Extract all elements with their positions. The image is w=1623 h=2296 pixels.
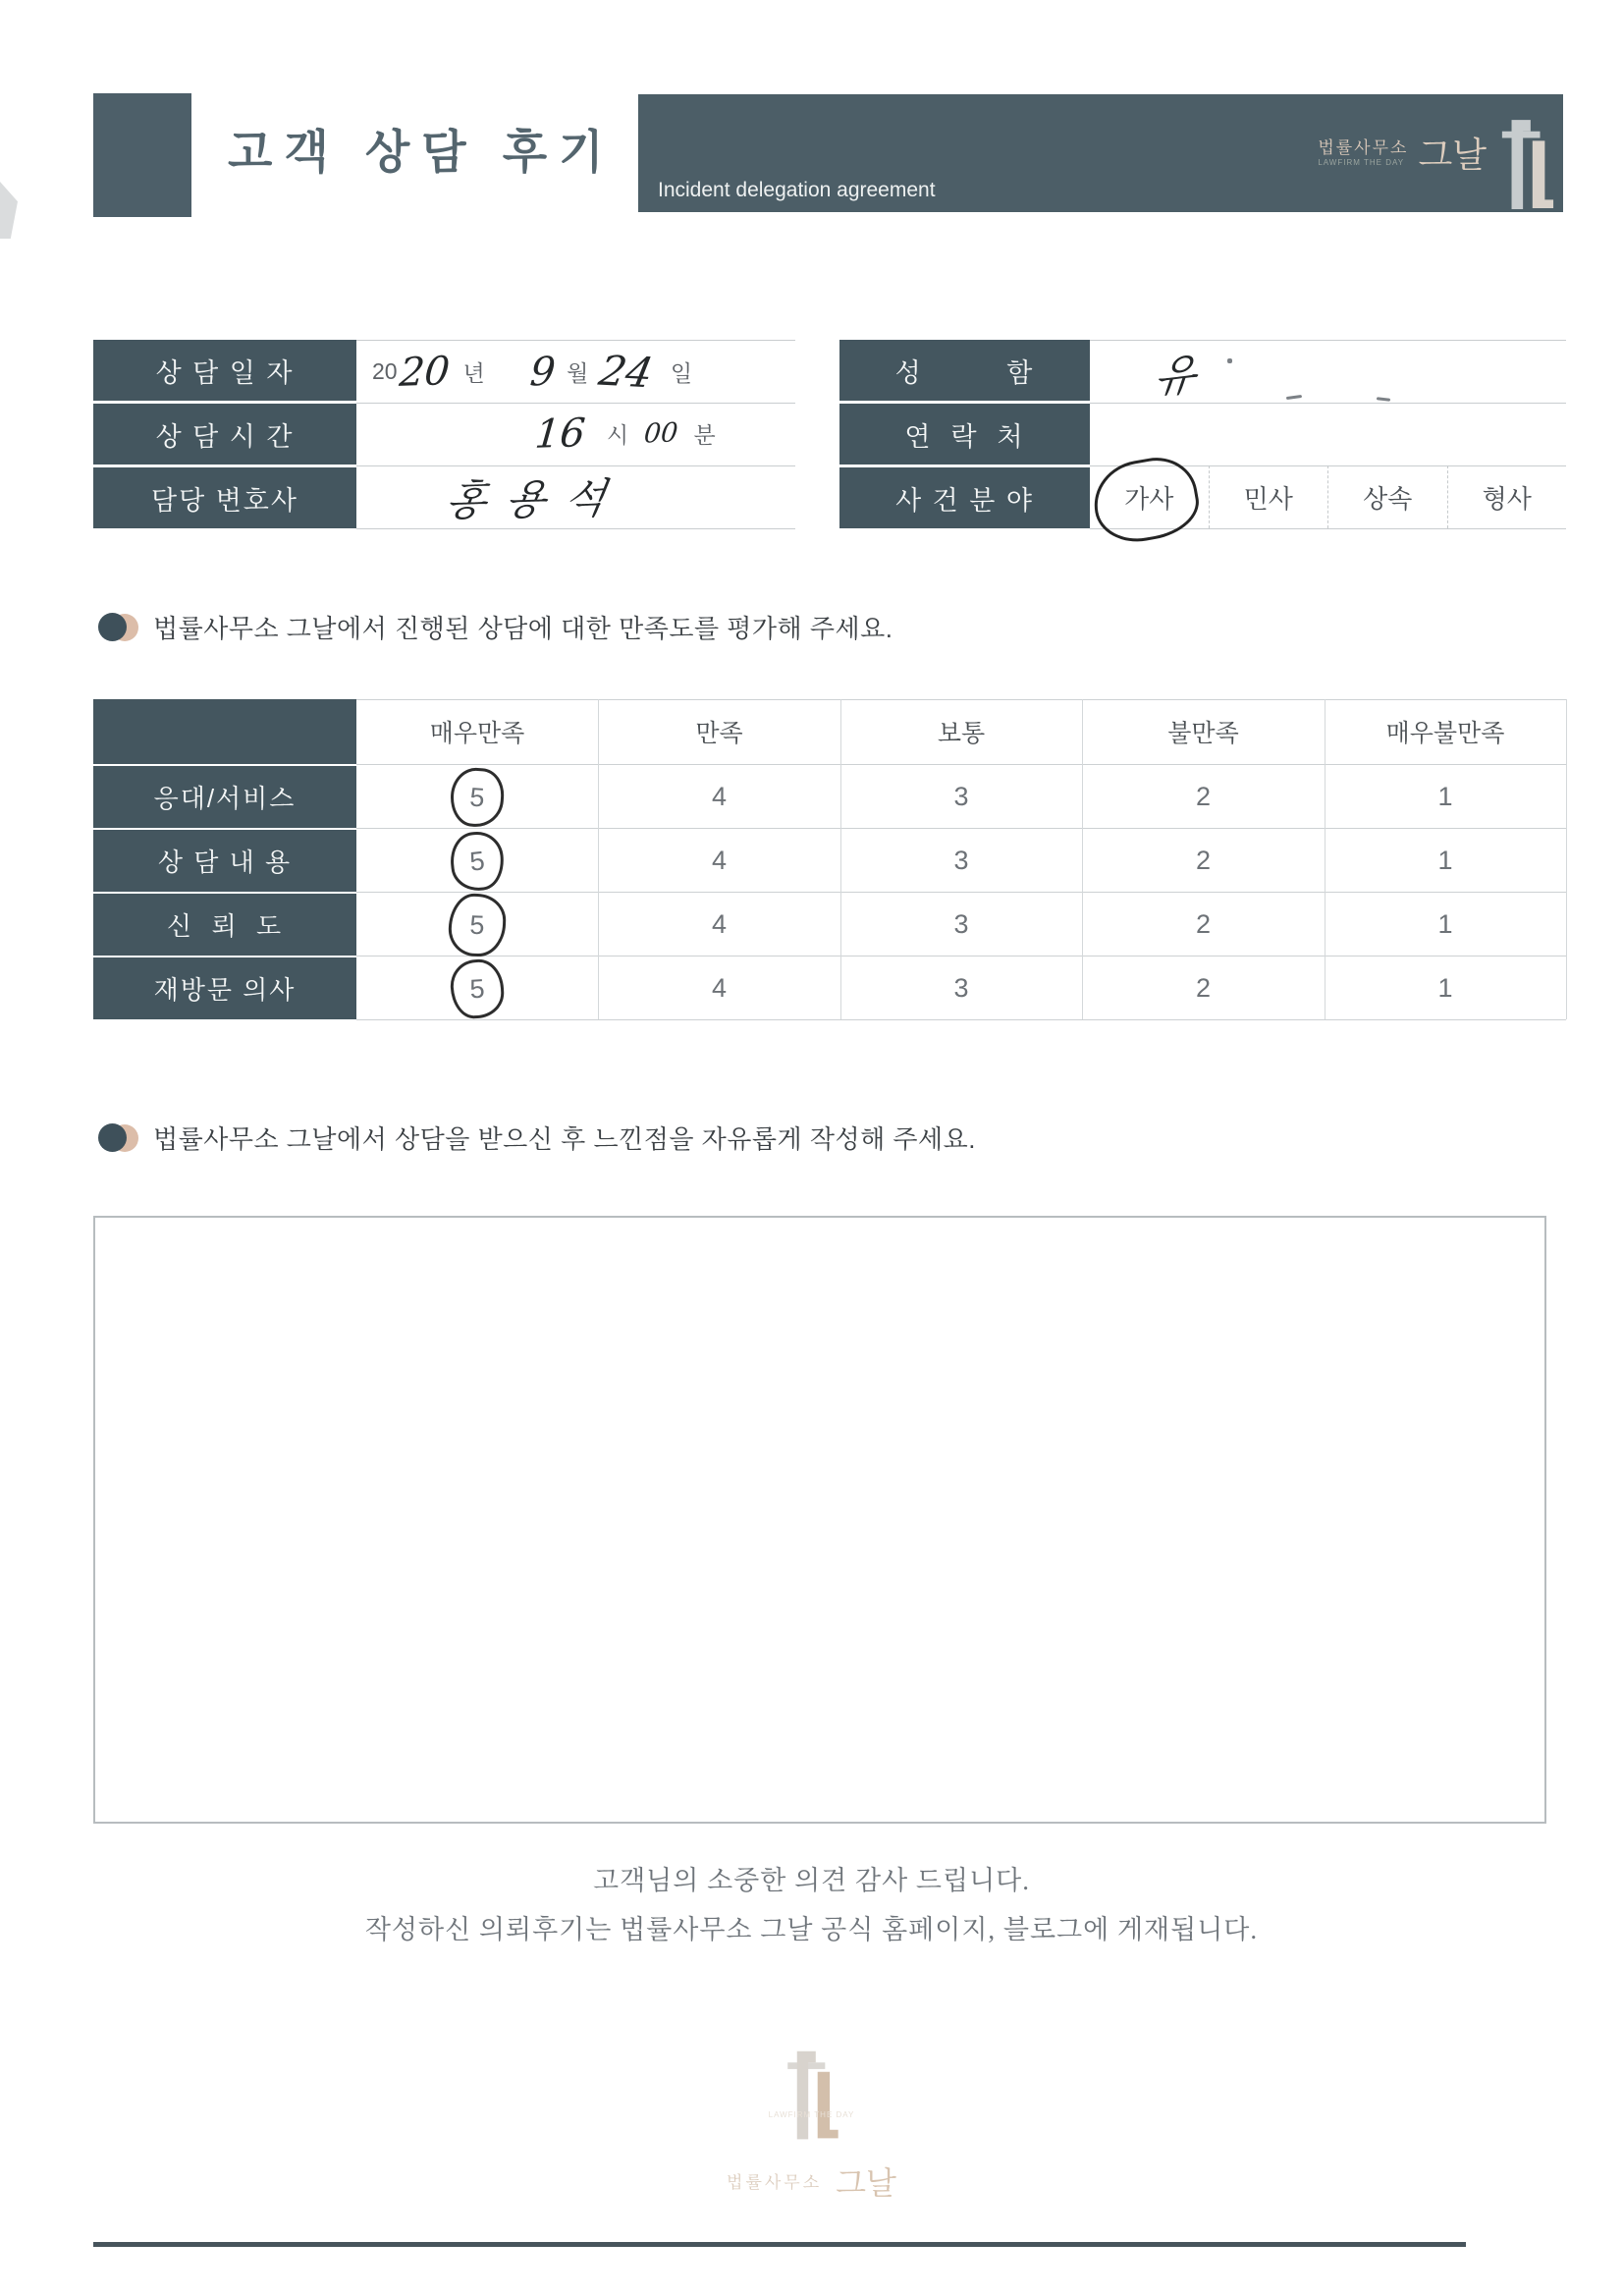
label-consult-date: 상 담 일 자 [93, 340, 356, 401]
feedback-prompt-text: 법률사무소 그날에서 상담을 받으신 후 느낀점을 자유롭게 작성해 주세요. [153, 1124, 976, 1154]
case-option-label: 가사 [1124, 483, 1174, 514]
grid-line [1566, 699, 1567, 1019]
handwritten-day: 24 [595, 346, 658, 398]
rating-row-label-trust: 신 뢰 도 [93, 894, 356, 956]
handwritten-year: 20 [397, 348, 452, 396]
label-case-field: 사 건 분 야 [839, 467, 1090, 528]
page-title: 고객 상담 후기 [228, 126, 616, 178]
rating-cell[interactable] [356, 894, 598, 956]
minute-unit: 분 [693, 422, 716, 448]
pen-mark [1286, 395, 1302, 400]
rating-header-neutral: 보통 [937, 720, 986, 747]
footer-firm-logo [0, 2048, 1623, 2199]
hand-circle-rating: 5 [448, 893, 507, 957]
feedback-writing-area[interactable] [93, 1216, 1546, 1824]
rating-header-very-satisfied: 매우만족 [429, 720, 525, 747]
rating-cell[interactable]: 1 [1437, 782, 1453, 811]
bottom-divider [93, 2242, 1466, 2247]
hand-circle-rating: 5 [449, 957, 505, 1019]
label-lawyer: 담당 변호사 [93, 467, 356, 528]
field-contact[interactable] [1090, 402, 1566, 466]
grid-line [356, 764, 1566, 765]
feedback-prompt [98, 1120, 976, 1156]
grid-line [356, 828, 1566, 829]
banner-subtitle: Incident delegation agreement [658, 179, 936, 201]
footer-logo-firm-name: 법률사무소 [727, 2173, 823, 2192]
hand-circle-rating: 5 [449, 766, 506, 829]
thanks-line-1: 고객님의 소중한 의견 감사 드립니다. [593, 1866, 1030, 1895]
logo-firm-name: 법률사무소 [1318, 138, 1409, 157]
rating-corner-cell [93, 699, 356, 764]
satisfaction-prompt [98, 609, 893, 645]
case-option-hyeongsa[interactable] [1447, 465, 1567, 528]
bullet-icon [98, 1123, 139, 1153]
thanks-line-2: 작성하신 의뢰후기는 법률사무소 그날 공식 홈페이지, 블로그에 게재됩니다. [364, 1915, 1259, 1944]
scan-artifact [0, 182, 18, 239]
header-banner [638, 94, 1563, 212]
case-option-label: 상속 [1363, 483, 1413, 514]
label-client-name: 성 함 [839, 340, 1090, 401]
handwritten-client-name: 유 [1151, 348, 1199, 405]
day-unit: 일 [670, 360, 693, 386]
footer-logo-brand-name: 그날 [836, 2165, 896, 2201]
handwritten-month: 9 [527, 348, 558, 396]
satisfaction-prompt-text: 법률사무소 그날에서 진행된 상담에 대한 만족도를 평가해 주세요. [153, 614, 893, 643]
rating-cell[interactable]: 4 [711, 909, 728, 939]
rating-cell[interactable]: 2 [1195, 973, 1212, 1003]
rating-cell[interactable] [356, 830, 598, 892]
rating-cell[interactable]: 4 [711, 846, 728, 875]
field-consult-time[interactable] [356, 402, 795, 466]
grid-line [356, 956, 1566, 957]
rating-cell[interactable] [356, 766, 598, 828]
rating-row-label-content: 상 담 내 용 [93, 830, 356, 892]
rating-cell[interactable]: 2 [1195, 909, 1212, 939]
rating-cell[interactable]: 1 [1437, 909, 1453, 939]
field-lawyer-name[interactable] [356, 465, 795, 529]
case-option-sangsok[interactable] [1327, 465, 1447, 528]
rating-cell[interactable]: 3 [953, 782, 969, 811]
firm-logo [1318, 135, 1487, 175]
rating-row-label-service: 응대/서비스 [93, 766, 356, 828]
rating-cell[interactable]: 1 [1437, 973, 1453, 1003]
rating-cell[interactable]: 2 [1195, 846, 1212, 875]
case-option-gasa[interactable] [1090, 465, 1209, 528]
field-consult-date[interactable] [356, 340, 795, 404]
rating-cell[interactable]: 4 [711, 782, 728, 811]
month-unit: 월 [567, 360, 589, 386]
rating-cell[interactable]: 3 [953, 909, 969, 939]
footer-logo-firm-name-en: LAWFIRM THE DAY [768, 2110, 855, 2119]
rating-header-very-dissatisfied: 매우불만족 [1385, 720, 1505, 747]
rating-header-satisfied: 만족 [695, 720, 743, 747]
hand-circle-rating: 5 [448, 829, 507, 893]
rating-cell[interactable]: 3 [953, 973, 969, 1003]
rating-row-label-revisit: 재방문 의사 [93, 957, 356, 1019]
hand-circle-selected-case [1088, 451, 1205, 548]
rating-cell[interactable] [356, 957, 598, 1019]
case-option-minsa[interactable] [1209, 465, 1328, 528]
handwritten-lawyer-name: 홍용석 [442, 473, 629, 525]
grid-line [356, 892, 1566, 893]
field-case-options [1090, 465, 1566, 529]
firm-monogram-icon [780, 2048, 844, 2146]
case-option-label: 형사 [1482, 483, 1532, 514]
case-option-label: 민사 [1243, 483, 1293, 514]
handwritten-minute: 00 [642, 417, 679, 450]
pen-mark [1227, 358, 1232, 363]
rating-cell[interactable]: 4 [711, 973, 728, 1003]
hour-unit: 시 [606, 422, 629, 448]
label-contact: 연 락 처 [839, 404, 1090, 465]
field-client-name[interactable] [1090, 340, 1566, 404]
rating-header-dissatisfied: 불만족 [1167, 720, 1239, 747]
logo-firm-name-en: LAWFIRM THE DAY [1318, 158, 1405, 167]
bullet-icon [98, 613, 139, 642]
date-prefix: 20 [372, 358, 398, 384]
rating-cell[interactable]: 2 [1195, 782, 1212, 811]
grid-line [356, 1019, 1566, 1020]
firm-monogram-icon [1498, 112, 1555, 220]
title-accent-block [93, 93, 191, 217]
label-consult-time: 상 담 시 간 [93, 404, 356, 465]
rating-cell[interactable]: 1 [1437, 846, 1453, 875]
rating-cell[interactable]: 3 [953, 846, 969, 875]
logo-brand-name: 그날 [1418, 135, 1487, 175]
handwritten-hour: 16 [532, 410, 587, 458]
year-unit: 년 [462, 360, 485, 386]
